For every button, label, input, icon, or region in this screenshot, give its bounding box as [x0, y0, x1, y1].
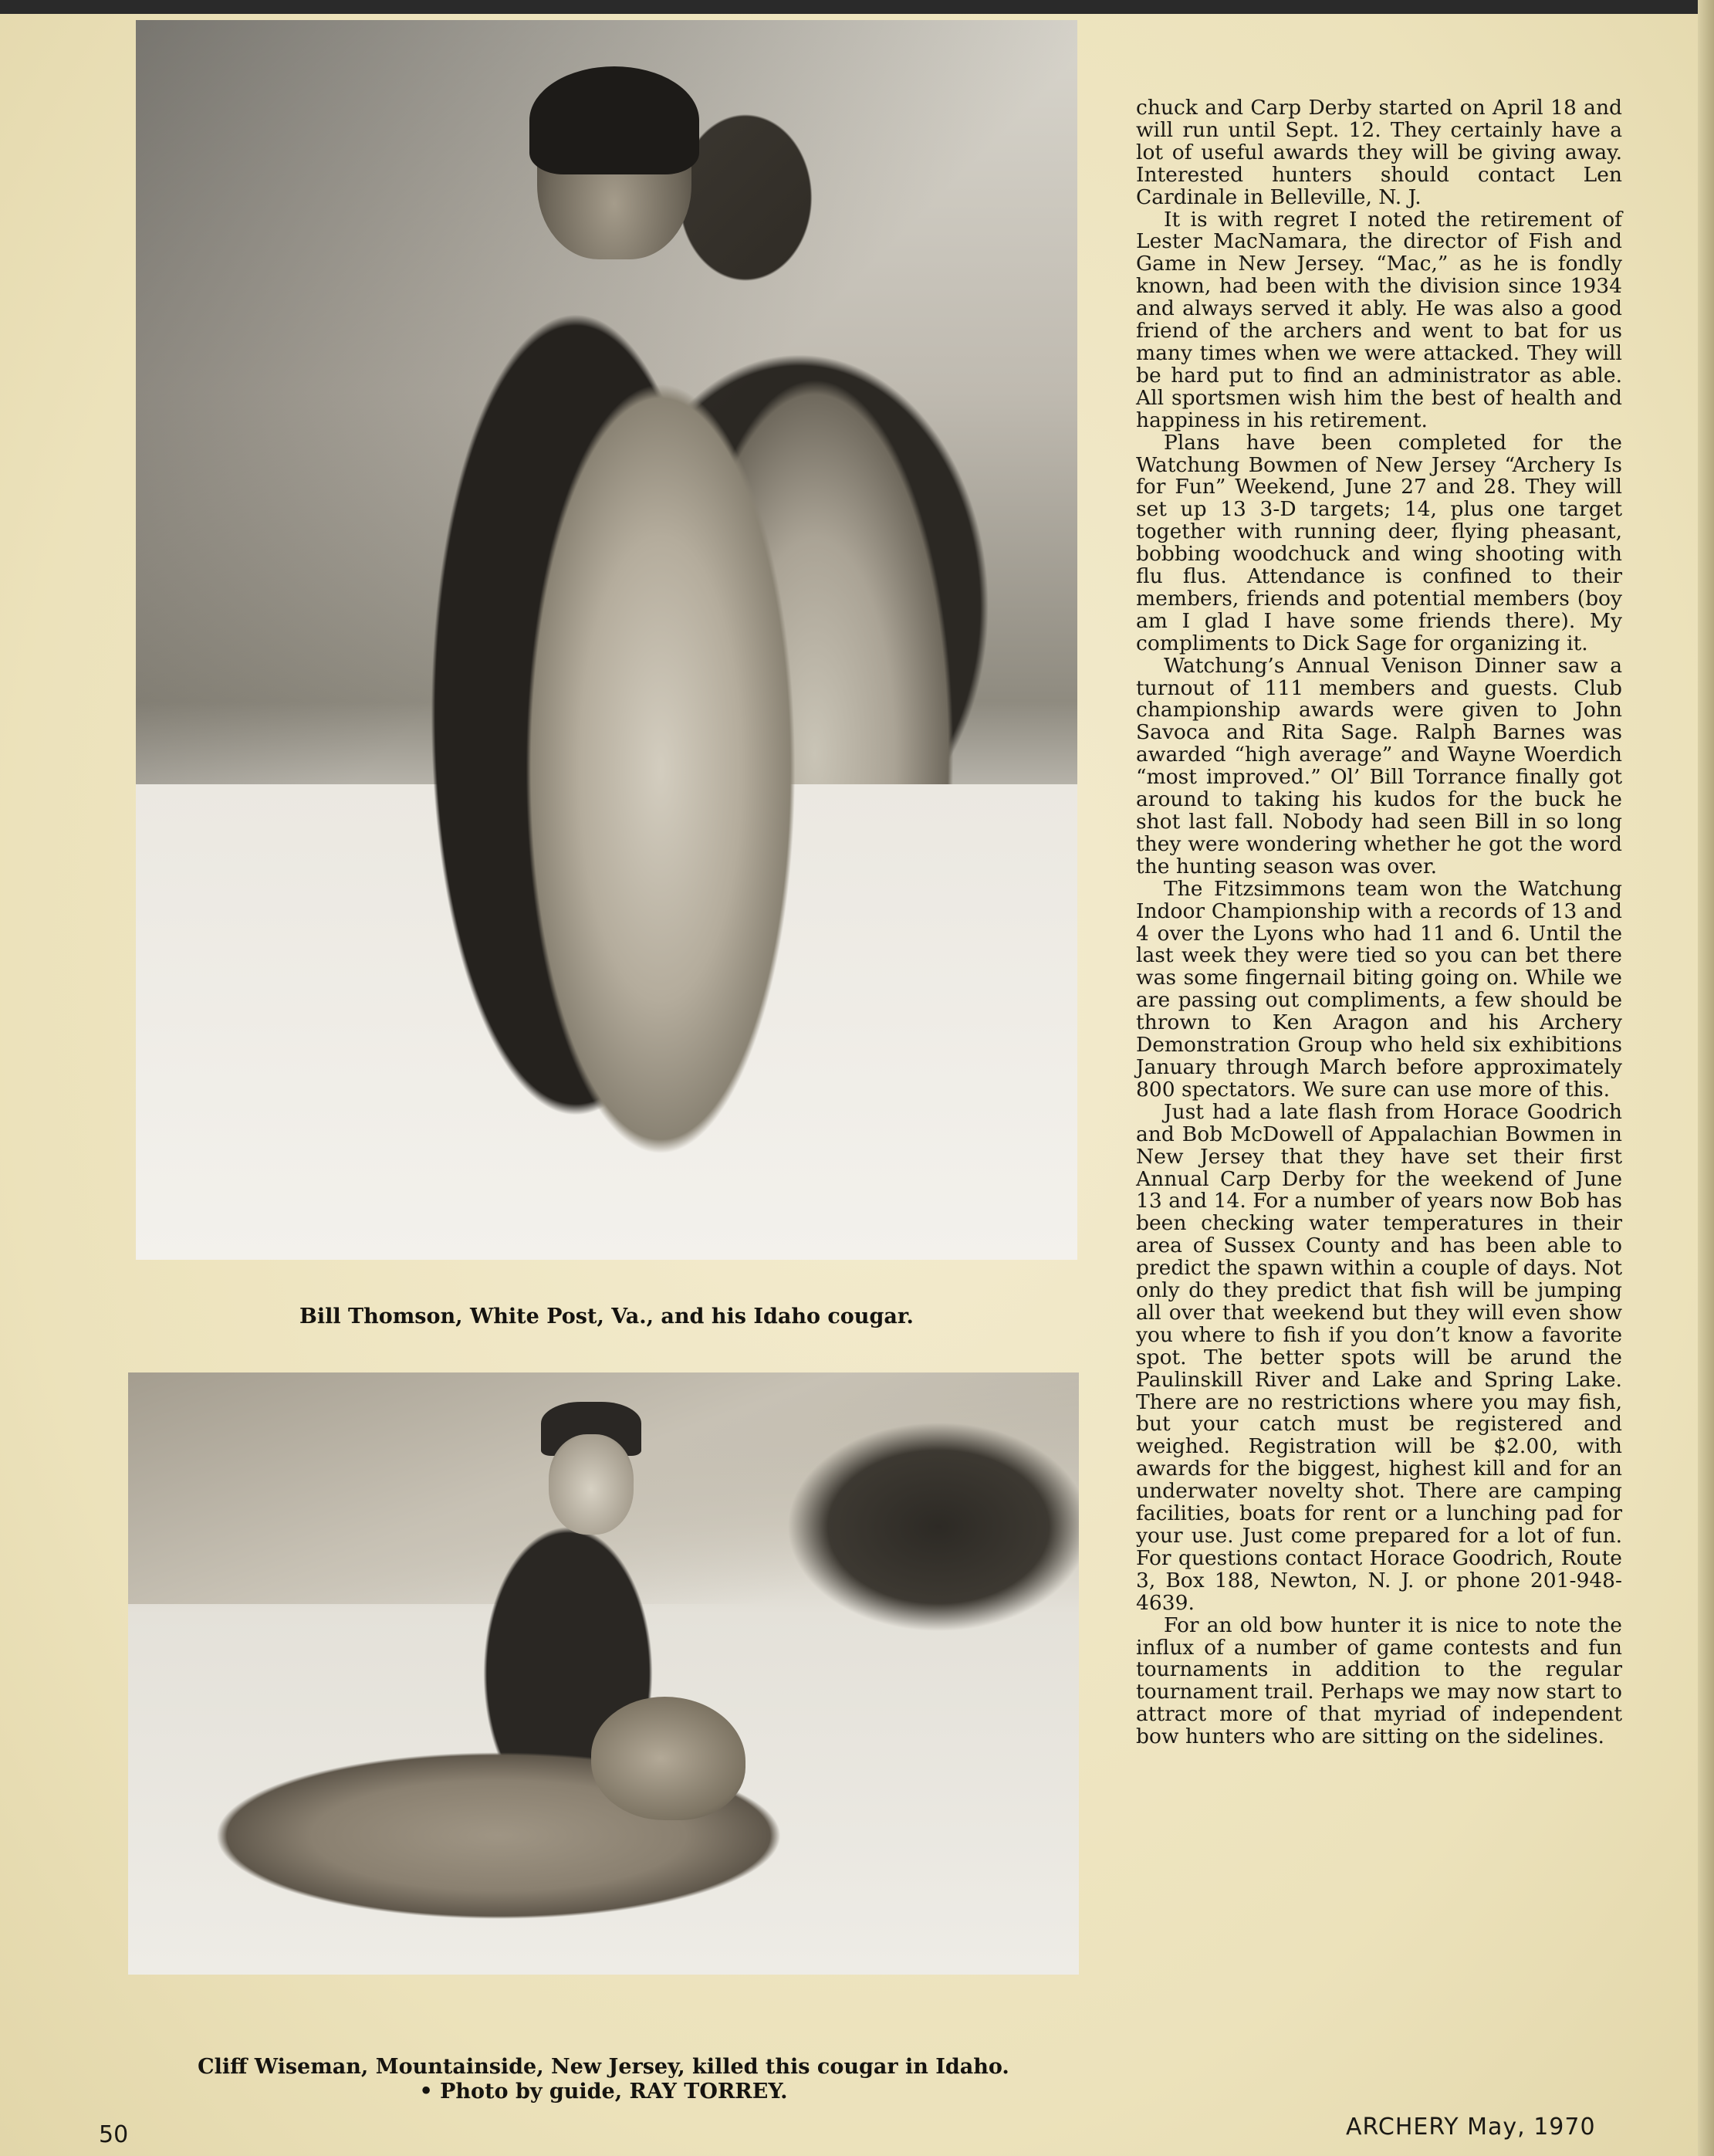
photo-hunter-cap — [529, 66, 699, 174]
photo-hunter-with-cougar-in-snow — [128, 1372, 1079, 1975]
page-top-edge — [0, 0, 1714, 14]
magazine-issue-footer: ARCHERY May, 1970 — [1346, 2114, 1596, 2141]
article-paragraph: The Fitzsimmons team won the Watchung Indoor Championship with a records of 13 and 4 over the Lyons who had 11 and 6. Until the last week they were tied so you can bet there was some fingernail biting going on. While we are passing out compliments, a few should be thrown to Ken Aragon and his Archery Demonstration Group who held six exhibitions January through March before approximately 800 spectators. We sure can use more of this. — [1136, 876, 1622, 1102]
page-right-edge — [1698, 0, 1714, 2156]
page-number: 50 — [99, 2121, 129, 2148]
article-paragraph: It is with regret I noted the retirement of Lester MacNamara, the director of Fish and Game in New Jersey. “Mac,” as he is fondly known, had been with the division since 1934 and always served it ably. He was also a good friend of the archers and went to bat for us many times when we were attacked. They will be hard put to find an administrator as able. All sportsmen wish him the best of health and happiness in his retirement. — [1136, 207, 1622, 432]
article-paragraph: Plans have been completed for the Watchung Bowmen of New Jersey “Archery Is for Fun” Weekend, June 27 and 28. They will set up 13 3-D targets; 14, plus one target together with running deer, flying pheasant, bobbing woodchuck and wing shooting with flu flus. Attendance is confined to their members, friends and potential members (boy am I glad I have some friends there). My compliments to Dick Sage for organizing it. — [1136, 430, 1622, 655]
article-paragraph: Watchung’s Annual Venison Dinner saw a turnout of 111 members and guests. Club championship awards were given to John Savoca and Rita Sage. Ralph Barnes was awarded “high average” and Wayne Woerdich “most improved.” Ol’ Bill Torrance finally got around to taking his kudos for the buck he shot last fall. Nobody had seen Bill in so long they were wondering whether he got the word the hunting season was over. — [1136, 653, 1622, 878]
article-paragraph: For an old bow hunter it is nice to note the influx of a number of game contests and fun tournaments in addition to the regular tournament trail. Perhaps we may now start to attract more of that myriad of independent bow hunters who are sitting on the sidelines. — [1136, 1613, 1622, 1749]
photo-caption-top: Bill Thomson, White Post, Va., and his Idaho cougar. — [299, 1305, 914, 1328]
article-paragraph: chuck and Carp Derby started on April 18 and will run until Sept. 12. They certainly have a lot of useful awards they will be giving away. Interested hunters should contact Len Cardinale in Belleville, N. J. — [1136, 96, 1622, 209]
article-column — [1136, 97, 1622, 1748]
photo-hunter-holding-cougar — [136, 20, 1077, 1260]
article-paragraph: Just had a late flash from Horace Goodrich and Bob McDowell of Appalachian Bowmen in New Jersey that they have set their first Annual Carp Derby for the weekend of June 13 and 14. For a number of years now Bob has been checking water temperatures in their area of Sussex County and has been able to predict the spawn within a couple of days. Not only do they predict that fish will be jumping all over that weekend but they will even show you where to fish if you don’t know a favorite spot. The better spots will be arund the Paulinskill River and Lake and Spring Lake. There are no restrictions where you may fish, but your catch must be registered and weighed. Registration will be $2.00, with awards for the biggest, highest kill and for an underwater novelty shot. There are camping facilities, boats for rent or a lunching pad for your use. Just come prepared for a lot of fun. For questions contact Horace Goodrich, Route 3, Box 188, Newton, N. J. or phone 201-948-4639. — [1136, 1099, 1622, 1615]
photo-cougar-figure — [460, 275, 861, 1232]
photo-caption-bottom-line1: Cliff Wiseman, Mountainside, New Jersey, killed this cougar in Idaho. — [198, 2055, 1009, 2079]
photo-caption-bottom — [128, 2055, 1079, 2104]
photo-caption-bottom-credit: • Photo by guide, RAY TORREY. — [419, 2080, 788, 2104]
photo-trees — [745, 1388, 1079, 1635]
photo-hunter-face — [549, 1434, 634, 1535]
photo-cougar-body — [159, 1704, 854, 1936]
